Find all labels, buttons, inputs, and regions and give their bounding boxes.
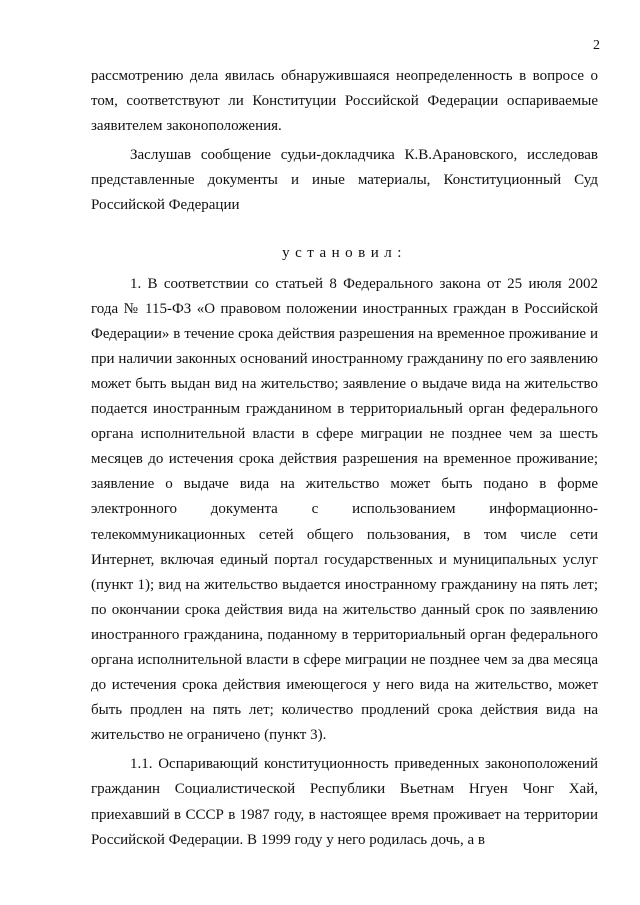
paragraph-hearing: Заслушав сообщение судьи-докладчика К.В.Арановского, исследовав представленные документы и иные материалы, Конституционный Суд Российской Федерации — [91, 147, 598, 214]
paragraph-1: 1. В соответствии со статьей 8 Федерального закона от 25 июля 2002 года № 115-ФЗ «О правовом положении иностранных граждан в Российской Федерации» в течение срока действия разрешения на временное проживание и при наличии законных оснований иностранному гражданину по его заявлению может быть выдан вид на жительство; заявление о выдаче вида на жительство подается иностранным гражданином в территориальный орган федерального органа исполнительной власти в сфере миграции не позднее чем за шесть месяцев до истечения срока действия разрешения на временное проживание; заявление о выдаче вида на жительство может быть подано в форме электронного документа с использованием информационно-телекоммуникационных сетей общего пользования, в том числе сети Интернет, включая единый портал государственных и муниципальных услуг (пункт 1); вид на жительство выдается иностранному гражданину на пять лет; по окончании срока действия вида на жительство данный срок по заявлению иностранного гражданина, поданному в территориальный орган федерального органа исполнительной власти в сфере миграции не позднее чем за два месяца до истечения срока действия имеющегося у него вида на жительство, может быть продлен на пять лет; количество продлений срока действия вида на жительство не ограничено (пункт 3). — [91, 275, 598, 744]
paragraph-continuation: рассмотрению дела явилась обнаружившаяся неопределенность в вопросе о том, соответствуют ли Конституции Российской Федерации оспариваемые заявителем законоположения. — [91, 68, 598, 135]
paragraph-1-1: 1.1. Оспаривающий конституционность приведенных законоположений гражданин Социалистической Республики Вьетнам Нгуен Чонг Хай, приехавший в СССР в 1987 году, в настоящее время проживает на территории Российской Федерации. В 1999 году у него родилась дочь, а в — [91, 756, 598, 848]
document-body — [91, 64, 598, 853]
page-number: 2 — [593, 38, 600, 53]
section-heading: установил: — [282, 244, 407, 261]
